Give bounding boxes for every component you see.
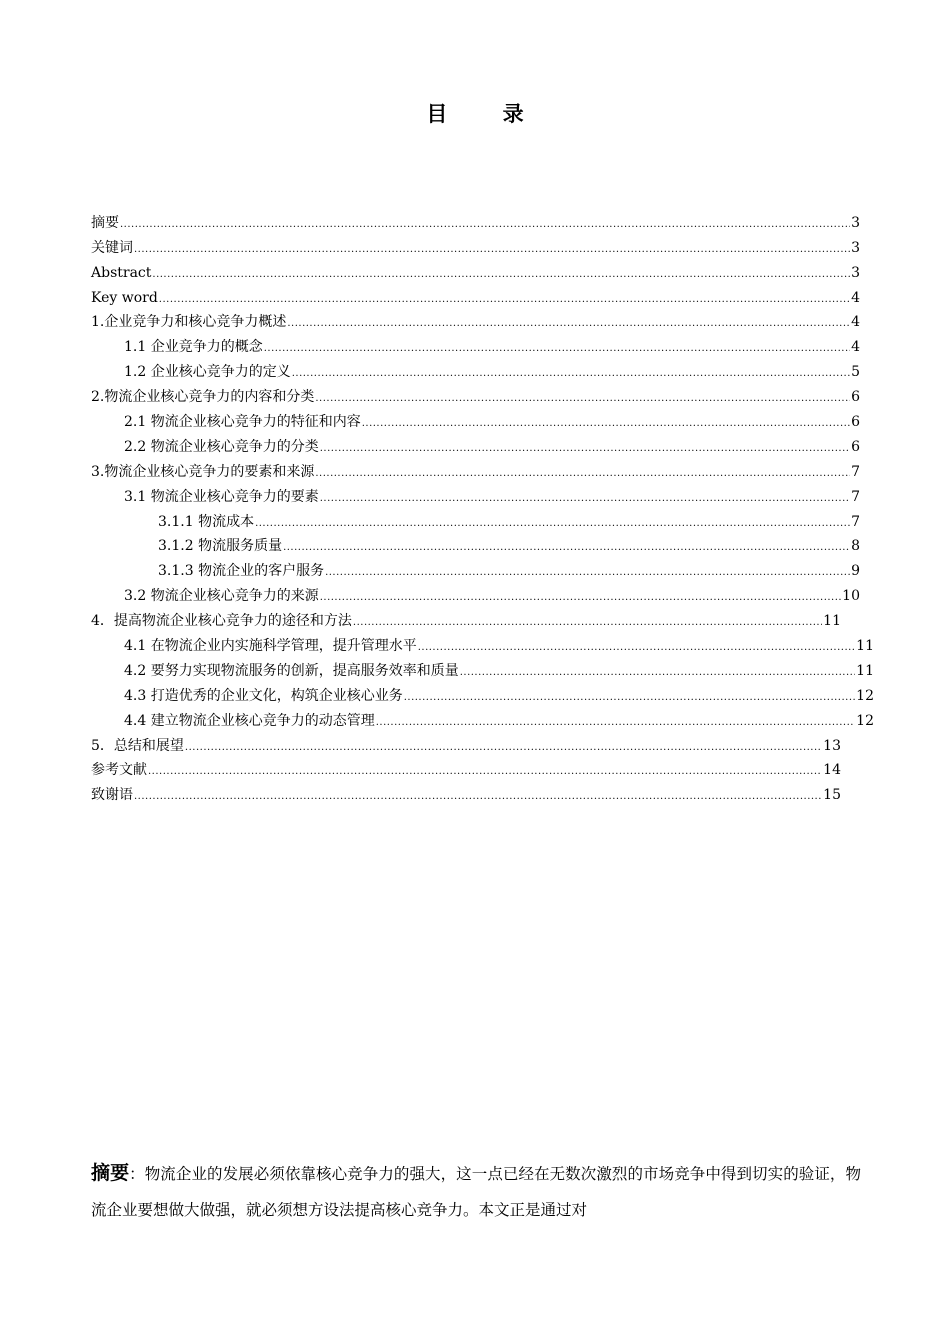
toc-entry-page: 9 (851, 563, 860, 580)
toc-leader-dots (283, 537, 850, 555)
toc-entry[interactable] (91, 232, 860, 257)
toc-leader-dots (460, 662, 855, 680)
toc-leader-dots (404, 687, 855, 705)
toc-entry-text: 2.2 物流企业核心竞争力的分类 (124, 438, 319, 455)
toc-leader-dots (255, 513, 850, 531)
toc-entry-page: 11 (856, 662, 874, 679)
toc-entry[interactable] (91, 207, 860, 232)
toc-leader-dots (353, 612, 822, 630)
toc-entry-page: 14 (823, 762, 841, 779)
toc-entry-page: 4 (851, 289, 860, 306)
toc-leader-dots (134, 786, 822, 804)
toc-entry-text: 2.物流企业核心竞争力的内容和分类 (91, 389, 315, 406)
toc-entry[interactable] (91, 779, 841, 804)
toc-entry[interactable] (91, 381, 860, 406)
toc-entry[interactable] (91, 705, 874, 730)
toc-entry-text: 3.1.1 物流成本 (158, 513, 255, 530)
toc-entry-text: 4.2 要努力实现物流服务的创新，提高服务效率和质量 (124, 662, 459, 679)
toc-leader-dots (152, 264, 850, 282)
toc-leader-dots (264, 338, 850, 356)
abstract-label: 摘要 (91, 1162, 130, 1184)
toc-entry[interactable] (91, 506, 860, 531)
toc-entry-page: 3 (851, 264, 860, 281)
toc-entry-text: 2.1 物流企业核心竞争力的特征和内容 (124, 414, 361, 431)
toc-entry-page: 3 (851, 214, 860, 231)
toc-entry-text: 1.1 企业竞争力的概念 (124, 339, 263, 356)
toc-leader-dots (376, 712, 855, 730)
toc-entry-page: 7 (851, 463, 860, 480)
toc-entry-page: 10 (842, 588, 860, 605)
toc-entry[interactable] (91, 356, 860, 381)
toc-entry[interactable] (91, 580, 860, 605)
toc-entry-text: 1.2 企业核心竞争力的定义 (124, 364, 291, 381)
toc-leader-dots (134, 239, 850, 257)
toc-entry[interactable] (91, 431, 860, 456)
toc-entry-text: 4.1 在物流企业内实施科学管理，提升管理水平 (124, 638, 417, 655)
toc-entry[interactable] (91, 755, 841, 780)
toc-entry-page: 11 (823, 613, 841, 630)
toc-entry-text: 致谢语 (91, 787, 133, 804)
toc-leader-dots (315, 388, 850, 406)
toc-entry[interactable] (91, 531, 860, 556)
toc-entry[interactable] (91, 481, 860, 506)
toc-leader-dots (362, 413, 850, 431)
toc-entry[interactable] (91, 331, 860, 356)
toc-entry-text: 1.企业竞争力和核心竞争力概述 (91, 314, 287, 331)
toc-entry-text: 4.4 建立物流企业核心竞争力的动态管理 (124, 712, 375, 729)
toc-entry[interactable] (91, 307, 860, 332)
toc-entry-text: 3.1 物流企业核心竞争力的要素 (124, 488, 319, 505)
toc-entry-text: 摘要 (91, 214, 119, 231)
toc-leader-dots (315, 463, 850, 481)
toc-entry[interactable] (91, 257, 860, 282)
abstract-paragraph (91, 1155, 861, 1228)
toc-leader-dots (159, 289, 850, 307)
toc-entry[interactable] (91, 655, 874, 680)
toc-leader-dots (292, 363, 850, 381)
toc-leader-dots (320, 587, 841, 605)
toc-entry-text: 4．提高物流企业核心竞争力的途径和方法 (91, 613, 352, 630)
toc-entry-text: 3.物流企业核心竞争力的要素和来源 (91, 463, 315, 480)
toc-entry-text: 4.3 打造优秀的企业文化，构筑企业核心业务 (124, 687, 403, 704)
toc-entry-page: 12 (856, 687, 874, 704)
toc-entry-page: 15 (823, 787, 841, 804)
toc-entry-page: 8 (851, 538, 860, 555)
toc-leader-dots (320, 438, 850, 456)
toc-leader-dots (148, 761, 822, 779)
toc-entry-page: 7 (851, 513, 860, 530)
toc-entry-text: 3.1.3 物流企业的客户服务 (158, 563, 325, 580)
toc-entry[interactable] (91, 406, 860, 431)
toc-entry-page: 3 (851, 239, 860, 256)
abstract-text: ：物流企业的发展必须依靠核心竞争力的强大，这一点已经在无数次激烈的市场竞争中得到切实的验证，物流企业要想做大做强，就必须想方设法提高核心竞争力。本文正是通过对 (91, 1165, 861, 1219)
toc-entry[interactable] (91, 730, 841, 755)
toc-entry[interactable] (91, 680, 874, 705)
toc-entry[interactable] (91, 630, 874, 655)
toc-entry-page: 11 (856, 638, 874, 655)
toc-leader-dots (325, 562, 850, 580)
toc-title: 目 录 (426, 102, 548, 126)
table-of-contents (91, 207, 874, 804)
toc-entry[interactable] (91, 456, 860, 481)
toc-entry-text: Abstract (91, 264, 152, 281)
toc-entry-text: 3.2 物流企业核心竞争力的来源 (124, 588, 319, 605)
toc-entry-page: 12 (856, 712, 874, 729)
toc-entry-text: 参考文献 (91, 762, 147, 779)
toc-entry-page: 13 (823, 737, 841, 754)
toc-entry[interactable] (91, 282, 860, 307)
toc-entry-page: 4 (851, 314, 860, 331)
toc-leader-dots (120, 214, 850, 232)
toc-entry[interactable] (91, 605, 841, 630)
toc-entry-page: 5 (851, 364, 860, 381)
toc-leader-dots (185, 737, 822, 755)
toc-leader-dots (287, 313, 850, 331)
toc-entry-text: Key word (91, 289, 158, 306)
toc-leader-dots (418, 637, 855, 655)
toc-entry-page: 6 (851, 389, 860, 406)
toc-entry-page: 7 (851, 488, 860, 505)
toc-leader-dots (320, 488, 850, 506)
toc-entry-page: 6 (851, 438, 860, 455)
toc-entry-text: 5．总结和展望 (91, 737, 184, 754)
toc-entry[interactable] (91, 555, 860, 580)
toc-entry-text: 3.1.2 物流服务质量 (158, 538, 283, 555)
toc-entry-page: 6 (851, 414, 860, 431)
toc-entry-page: 4 (851, 339, 860, 356)
toc-entry-text: 关键词 (91, 239, 133, 256)
